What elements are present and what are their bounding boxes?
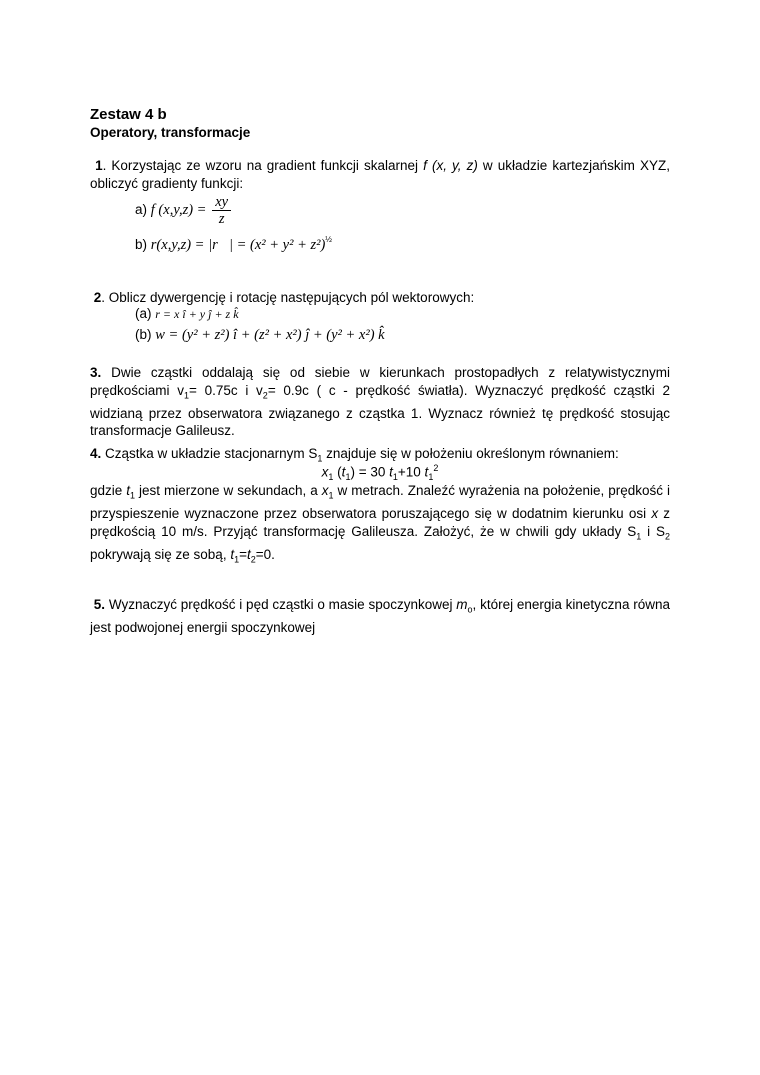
- problem-2-equation-a: (a) r = x î + y ĵ + z k̂: [135, 306, 239, 321]
- problem-2-equation-b: (b) w = (y² + z²) î + (z² + x²) ĵ + (y² + x²) k̂: [135, 327, 385, 343]
- problem-4-number: 4.: [90, 446, 102, 461]
- problem-3-text: 3. Dwie cząstki oddalają się od siebie w kierunkach prostopadłych z relatywistycznymi prędkościami $v_1= 0.75c$ i $v_2= 0.9c$ ( c - prędkość światła). Wyznaczyć prędkość cząstki 2 widzianą przez obserwatora związanego z cząstka 1. Wyznacz również tę prędkość stosując transformacje Galileusz.: [90, 365, 670, 439]
- problem-4-intro: 4. Cząstka w układzie stacjonarnym $S_1$ znajduje się w położeniu określonym równaniem:: [90, 446, 619, 464]
- problem-2-number: 2: [93, 290, 102, 305]
- problem-1-equation-b: b) r(x,y,z) = |r⃗| = $(x^2 + y^2 + z^2)^{\frac{1}{2}}$: [135, 235, 332, 253]
- problem-5-text: 5. Wyznaczyć prędkość i pęd cząstki o masie spoczynkowej $m_o$, której energia kinetyczna równa jest podwojonej energii spoczynkowej: [90, 597, 670, 636]
- fraction: $\frac{xy}{z}$: [212, 194, 231, 227]
- page-title: Zestaw 4 b: [90, 106, 167, 123]
- problem-4-equation: $x_1$ $(t_1) = 30$ $t_1+10$ $t_1^2$: [321, 463, 439, 483]
- problem-3-number: 3.: [90, 365, 102, 380]
- problem-5-number: 5.: [93, 597, 106, 612]
- problem-4-text: gdzie $t_1$ jest mierzone w sekundach, a $x_1$ w metrach. Znaleźć wyrażenia na położenie, prędkość i przyspieszenie wyznaczone przez obserwatora poruszającego się w dodatnim kierunku osi x z prędkością 10 m/s. Przyjąć transformację Galileusza. Założyć, że w chwili gdy układy $S_1$ i $S_2$ pokrywają się ze sobą, $t_1=t_2=0$.: [90, 483, 671, 565]
- problem-1-equation-a: a) f (x,y,z) = $\frac{xy}{z}$: [135, 194, 233, 227]
- page-subtitle: Operatory, transformacje: [90, 125, 251, 140]
- problem-1-number: 1: [95, 158, 103, 173]
- problem-2-text: 2. Oblicz dywergencję i rotację następujących pól wektorowych:: [93, 290, 475, 305]
- problem-1-text: 1. Korzystając ze wzoru na gradient funkcji skalarnej f (x, y, z) w układzie kartezjańskim XYZ, obliczyć gradienty funkcji:: [90, 158, 670, 191]
